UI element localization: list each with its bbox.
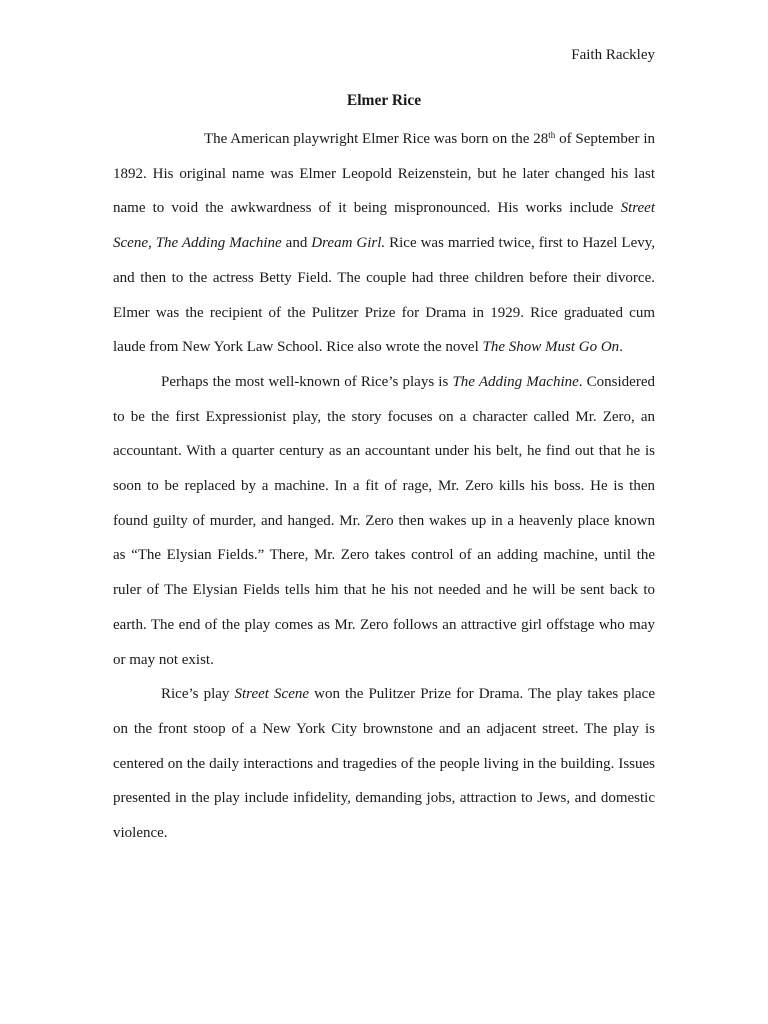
paragraph-1-text-c: and [281, 235, 312, 252]
paragraph-1 [113, 122, 655, 365]
work-title-street-scene: Street Scene [234, 686, 310, 703]
work-title-dream-girl: Dream Girl. [311, 235, 386, 252]
paragraph-3-text-a: Rice’s play [161, 686, 235, 703]
paragraph-1-text-b: of September in 1892. His original name was Elmer Leopold Reizenstein, but he later changed his last name to void the awkwardness of it being mispronounced. His works include [113, 131, 655, 217]
work-title-show-must-go-on: The Show Must Go On [482, 339, 620, 356]
paragraph-2-text-a: Perhaps the most well-known of Rice’s plays is [161, 373, 453, 390]
paragraph-1-text-d: Rice was married twice, first to Hazel Levy, and then to the actress Betty Field. The couple had three children before their divorce. Elmer was the recipient of the Pulitzer Prize for Drama in 1929. Rice graduated cum laude from New York Law School. Rice also wrote the novel [113, 235, 656, 356]
document-body [113, 122, 655, 851]
paragraph-3-text-b: won the Pulitzer Prize for Drama. The play takes place on the front stoop of a New York City brownstone and an adjacent street. The play is centered on the daily interactions and tragedies of the people living in the building. Issues presented in the play include infidelity, demanding jobs, attraction to Jews, and domestic violence. [113, 686, 655, 842]
paragraph-2-text-b: . Considered to be the first Expressionist play, the story focuses on a character called Mr. Zero, an accountant. With a quarter century as an accountant under his belt, he find out that he is soon to be replaced by a machine. In a fit of rage, Mr. Zero kills his boss. He is then found guilty of murder, and hanged. Mr. Zero then wakes up in a heavenly place known as “The Elysian Fields.” There, Mr. Zero takes control of an adding machine, until the ruler of The Elysian Fields tells him that he his not needed and he will be sent back to earth. The end of the play comes as Mr. Zero follows an attractive girl offstage who may or may not exist. [113, 373, 655, 668]
ordinal-suffix: th [548, 130, 556, 141]
work-title-adding-machine: The Adding Machine [452, 373, 579, 390]
work-title-street-scene-adding-machine: Street Scene, The Adding Machine [113, 200, 655, 252]
document-title: Elmer Rice [346, 92, 422, 109]
paragraph-3 [113, 677, 655, 851]
paragraph-1-text-e: . [619, 339, 623, 356]
paragraph-1-text-a: The American playwright Elmer Rice was born on the 28 [204, 131, 549, 147]
paragraph-2 [113, 365, 655, 677]
author-name: Faith Rackley [571, 47, 655, 63]
